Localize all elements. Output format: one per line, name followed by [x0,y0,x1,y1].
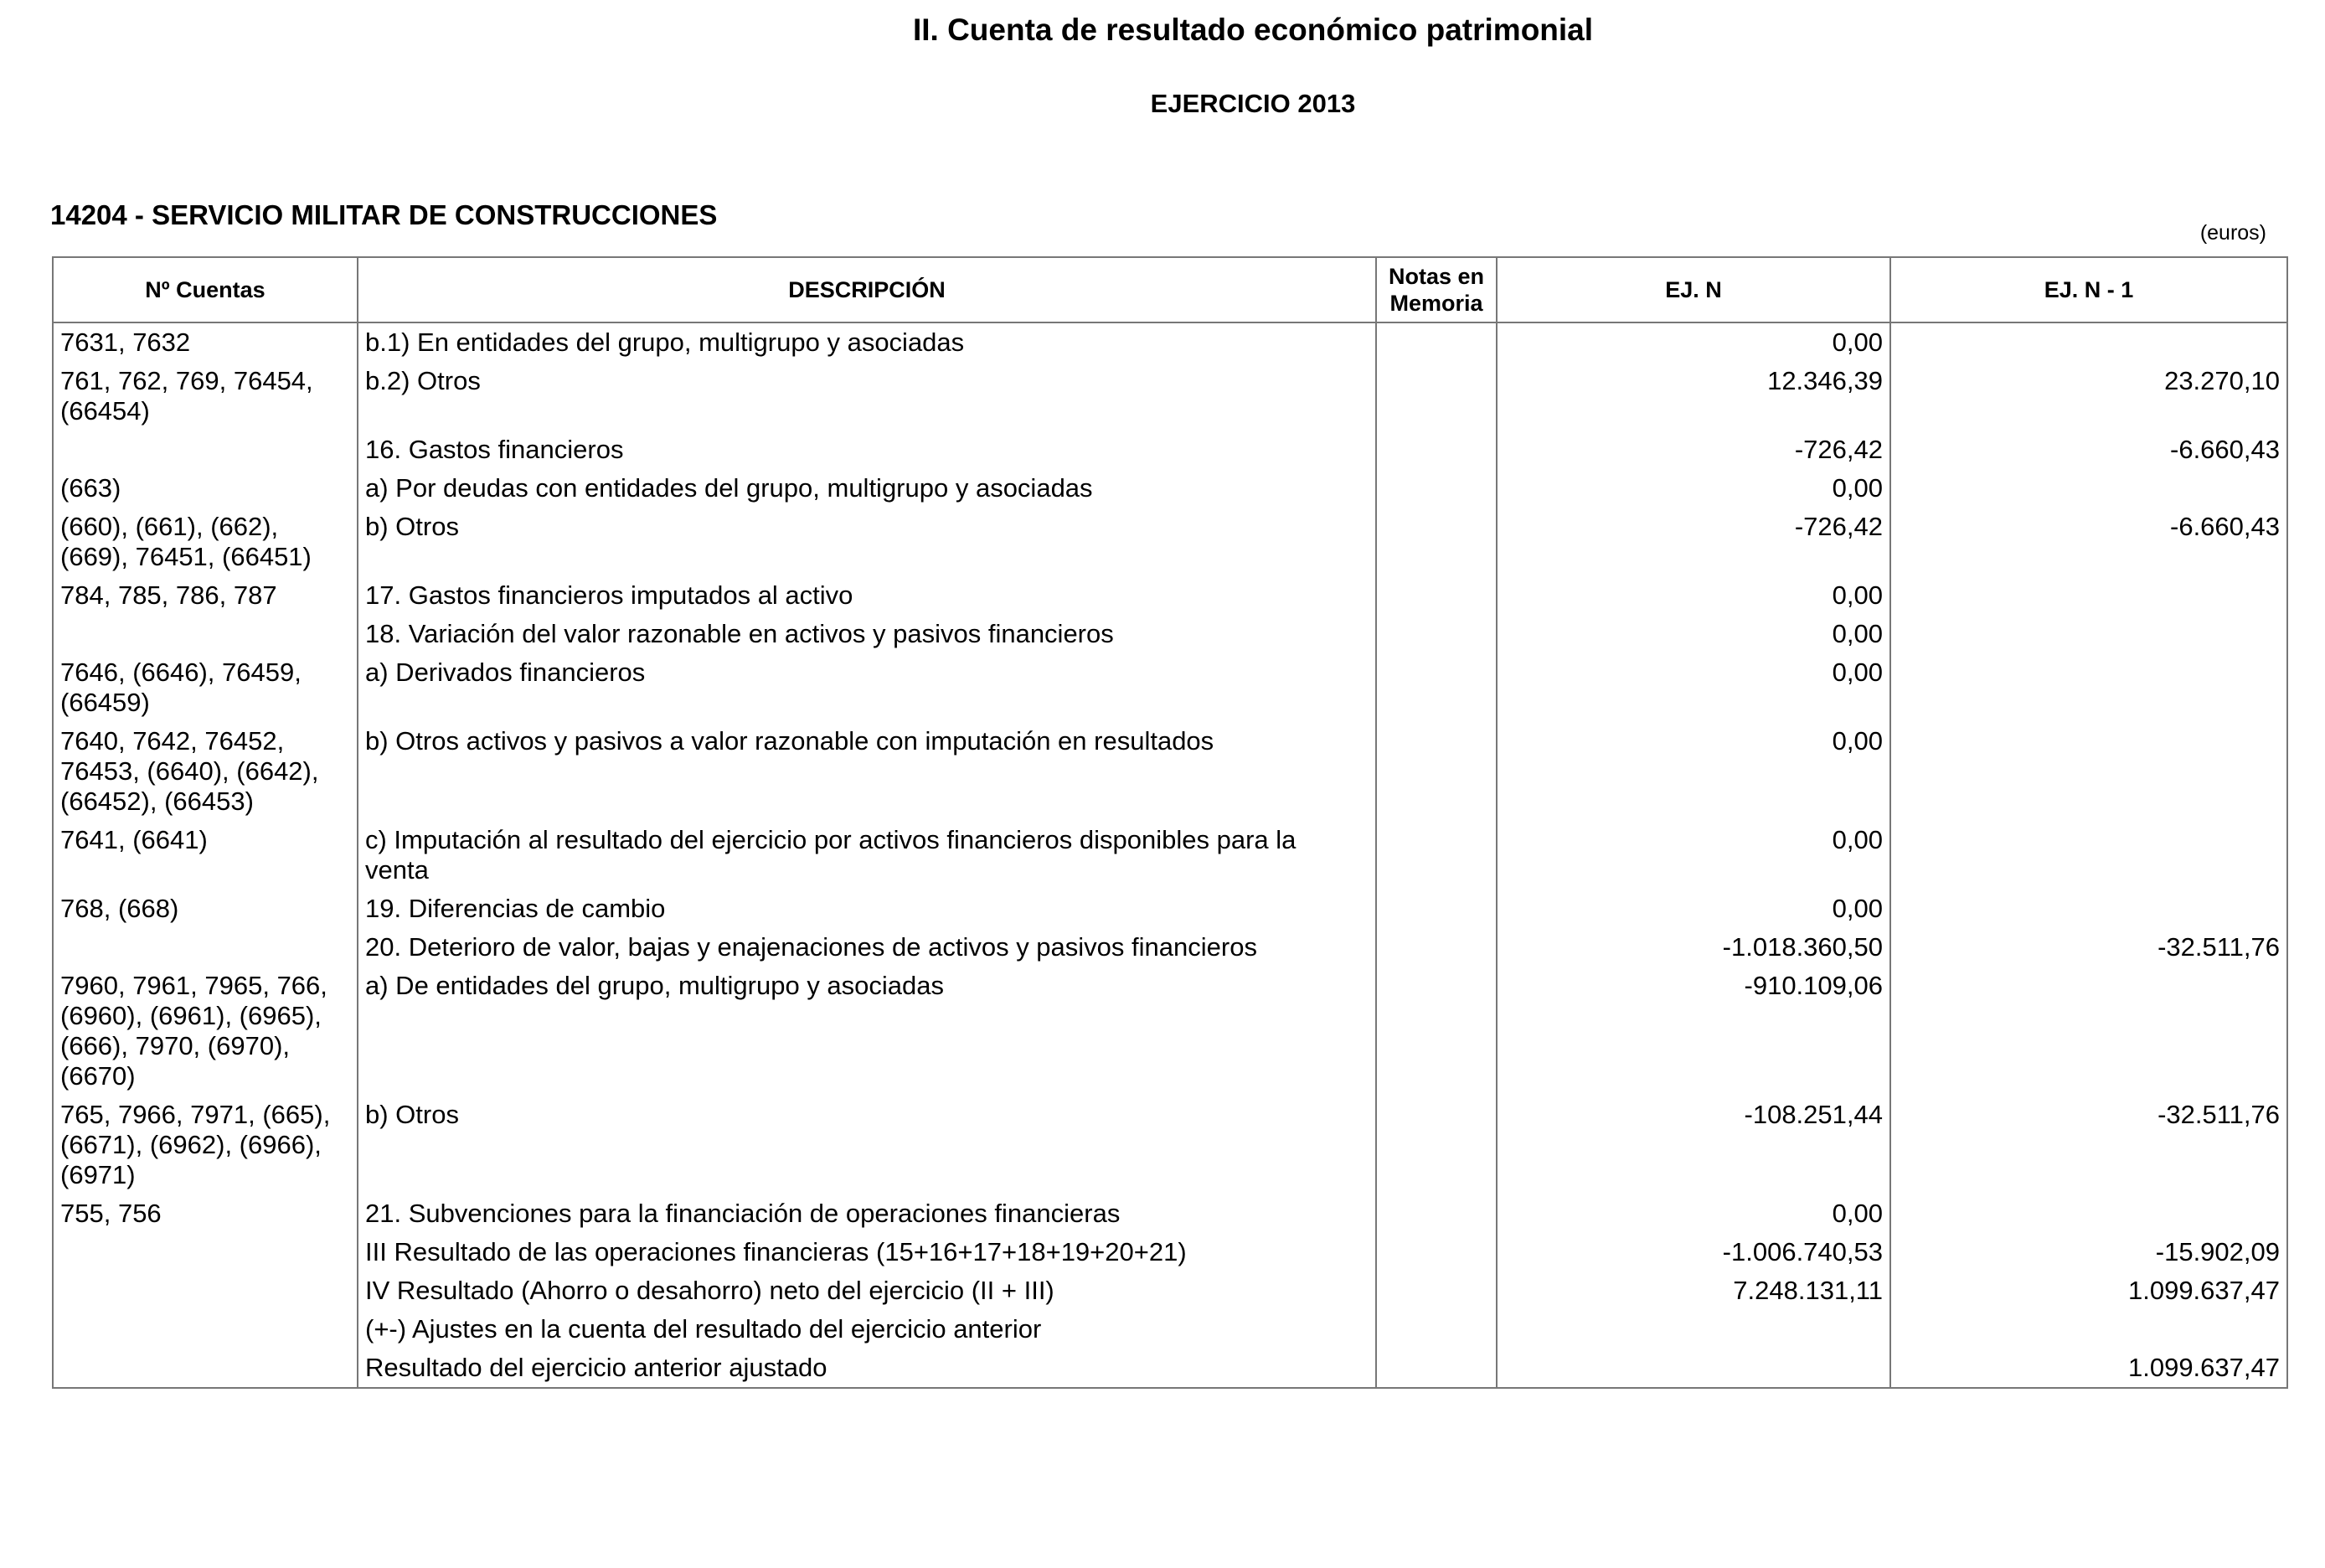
cell-accounts [53,1310,358,1349]
cell-description: Resultado del ejercicio anterior ajustado [358,1349,1376,1388]
cell-description: a) Por deudas con entidades del grupo, multigrupo y asociadas [358,469,1376,508]
cell-ej-n-1 [1890,469,2287,508]
table-row [53,469,2287,508]
cell-ej-n: 0,00 [1497,576,1890,615]
table-row [53,890,2287,928]
cell-ej-n-1 [1890,1194,2287,1233]
cell-ej-n-1: -6.660,43 [1890,508,2287,576]
cell-ej-n: 0,00 [1497,821,1890,890]
cell-description: 20. Deterioro de valor, bajas y enajenaciones de activos y pasivos financieros [358,928,1376,967]
cell-accounts: (663) [53,469,358,508]
table-row [53,322,2287,362]
cell-description: b.1) En entidades del grupo, multigrupo y asociadas [358,322,1376,362]
cell-ej-n-1: -32.511,76 [1890,1096,2287,1194]
financial-statement-table [52,256,2288,1389]
cell-notes [1376,821,1497,890]
table-row [53,928,2287,967]
cell-ej-n: -726,42 [1497,431,1890,469]
cell-description: IV Resultado (Ahorro o desahorro) neto del ejercicio (II + III) [358,1271,1376,1310]
cell-ej-n-1 [1890,722,2287,821]
cell-ej-n-1 [1890,615,2287,653]
cell-accounts: (660), (661), (662), (669), 76451, (66451) [53,508,358,576]
table-row [53,362,2287,431]
entity-name: 14204 - SERVICIO MILITAR DE CONSTRUCCIONES [50,199,718,230]
cell-ej-n-1: 23.270,10 [1890,362,2287,431]
table-row [53,722,2287,821]
cell-description: 21. Subvenciones para la financiación de operaciones financieras [358,1194,1376,1233]
cell-ej-n-1: 1.099.637,47 [1890,1349,2287,1388]
cell-ej-n-1: -6.660,43 [1890,431,2287,469]
header-notes: Notas en Memoria [1376,257,1497,322]
cell-accounts: 761, 762, 769, 76454, (66454) [53,362,358,431]
cell-notes [1376,967,1497,1096]
header-description: DESCRIPCIÓN [358,257,1376,322]
cell-notes [1376,615,1497,653]
table-row [53,1310,2287,1349]
cell-ej-n-1 [1890,576,2287,615]
cell-ej-n: -910.109,06 [1497,967,1890,1096]
header-accounts: Nº Cuentas [53,257,358,322]
cell-notes [1376,362,1497,431]
cell-ej-n: -1.018.360,50 [1497,928,1890,967]
cell-accounts [53,431,358,469]
table-header-row [53,257,2287,322]
cell-description: 18. Variación del valor razonable en activos y pasivos financieros [358,615,1376,653]
header-ej-n: EJ. N [1497,257,1890,322]
cell-notes [1376,1096,1497,1194]
cell-ej-n: -108.251,44 [1497,1096,1890,1194]
cell-accounts: 765, 7966, 7971, (665), (6671), (6962), (6966), (6971) [53,1096,358,1194]
cell-ej-n: 0,00 [1497,322,1890,362]
cell-description: (+-) Ajustes en la cuenta del resultado del ejercicio anterior [358,1310,1376,1349]
cell-accounts: 7640, 7642, 76452, 76453, (6640), (6642), (66452), (66453) [53,722,358,821]
cell-ej-n: 0,00 [1497,1194,1890,1233]
cell-ej-n: 12.346,39 [1497,362,1890,431]
table-row [53,967,2287,1096]
cell-description: a) Derivados financieros [358,653,1376,722]
cell-ej-n-1 [1890,821,2287,890]
cell-ej-n: 0,00 [1497,890,1890,928]
cell-description: 16. Gastos financieros [358,431,1376,469]
cell-ej-n: -726,42 [1497,508,1890,576]
cell-accounts: 755, 756 [53,1194,358,1233]
cell-description: b) Otros [358,508,1376,576]
cell-ej-n [1497,1310,1890,1349]
cell-ej-n-1 [1890,1310,2287,1349]
cell-accounts [53,1271,358,1310]
table-row [53,576,2287,615]
cell-accounts: 768, (668) [53,890,358,928]
cell-ej-n: 0,00 [1497,722,1890,821]
cell-notes [1376,322,1497,362]
cell-accounts: 7631, 7632 [53,322,358,362]
header-ej-n-1: EJ. N - 1 [1890,257,2287,322]
cell-description: b) Otros [358,1096,1376,1194]
cell-ej-n: 0,00 [1497,653,1890,722]
cell-notes [1376,1194,1497,1233]
cell-notes [1376,890,1497,928]
cell-accounts [53,928,358,967]
table-row [53,821,2287,890]
table-row [53,1349,2287,1388]
cell-notes [1376,1233,1497,1271]
table-row [53,431,2287,469]
cell-ej-n: 7.248.131,11 [1497,1271,1890,1310]
table-row [53,1233,2287,1271]
cell-description: III Resultado de las operaciones financieras (15+16+17+18+19+20+21) [358,1233,1376,1271]
cell-accounts: 7960, 7961, 7965, 766, (6960), (6961), (6965), (666), 7970, (6970), (6670) [53,967,358,1096]
cell-ej-n: 0,00 [1497,469,1890,508]
cell-description: 17. Gastos financieros imputados al activo [358,576,1376,615]
cell-accounts [53,1349,358,1388]
cell-notes [1376,1310,1497,1349]
cell-accounts: 784, 785, 786, 787 [53,576,358,615]
cell-notes [1376,653,1497,722]
cell-notes [1376,469,1497,508]
cell-description: 19. Diferencias de cambio [358,890,1376,928]
cell-description: b) Otros activos y pasivos a valor razonable con imputación en resultados [358,722,1376,821]
cell-ej-n-1 [1890,890,2287,928]
cell-ej-n-1 [1890,653,2287,722]
cell-description: c) Imputación al resultado del ejercicio por activos financieros disponibles para la venta [358,821,1376,890]
cell-notes [1376,928,1497,967]
cell-notes [1376,576,1497,615]
cell-accounts: 7646, (6646), 76459, (66459) [53,653,358,722]
table-row [53,1096,2287,1194]
cell-description: a) De entidades del grupo, multigrupo y asociadas [358,967,1376,1096]
cell-notes [1376,722,1497,821]
cell-accounts [53,1233,358,1271]
cell-accounts: 7641, (6641) [53,821,358,890]
cell-notes [1376,1271,1497,1310]
cell-ej-n-1: -15.902,09 [1890,1233,2287,1271]
cell-ej-n [1497,1349,1890,1388]
table-row [53,615,2287,653]
cell-ej-n-1 [1890,322,2287,362]
exercise-year: EJERCICIO 2013 [1150,89,1356,118]
cell-accounts [53,615,358,653]
cell-notes [1376,1349,1497,1388]
cell-ej-n-1: -32.511,76 [1890,928,2287,967]
table-row [53,508,2287,576]
cell-notes [1376,431,1497,469]
cell-ej-n: 0,00 [1497,615,1890,653]
table-row [53,1194,2287,1233]
table-row [53,1271,2287,1310]
cell-ej-n-1: 1.099.637,47 [1890,1271,2287,1310]
table-row [53,653,2287,722]
currency-unit: (euros) [2199,221,2266,245]
cell-ej-n-1 [1890,967,2287,1096]
cell-description: b.2) Otros [358,362,1376,431]
cell-ej-n: -1.006.740,53 [1497,1233,1890,1271]
cell-notes [1376,508,1497,576]
page-title: II. Cuenta de resultado económico patrimonial [912,13,1594,47]
